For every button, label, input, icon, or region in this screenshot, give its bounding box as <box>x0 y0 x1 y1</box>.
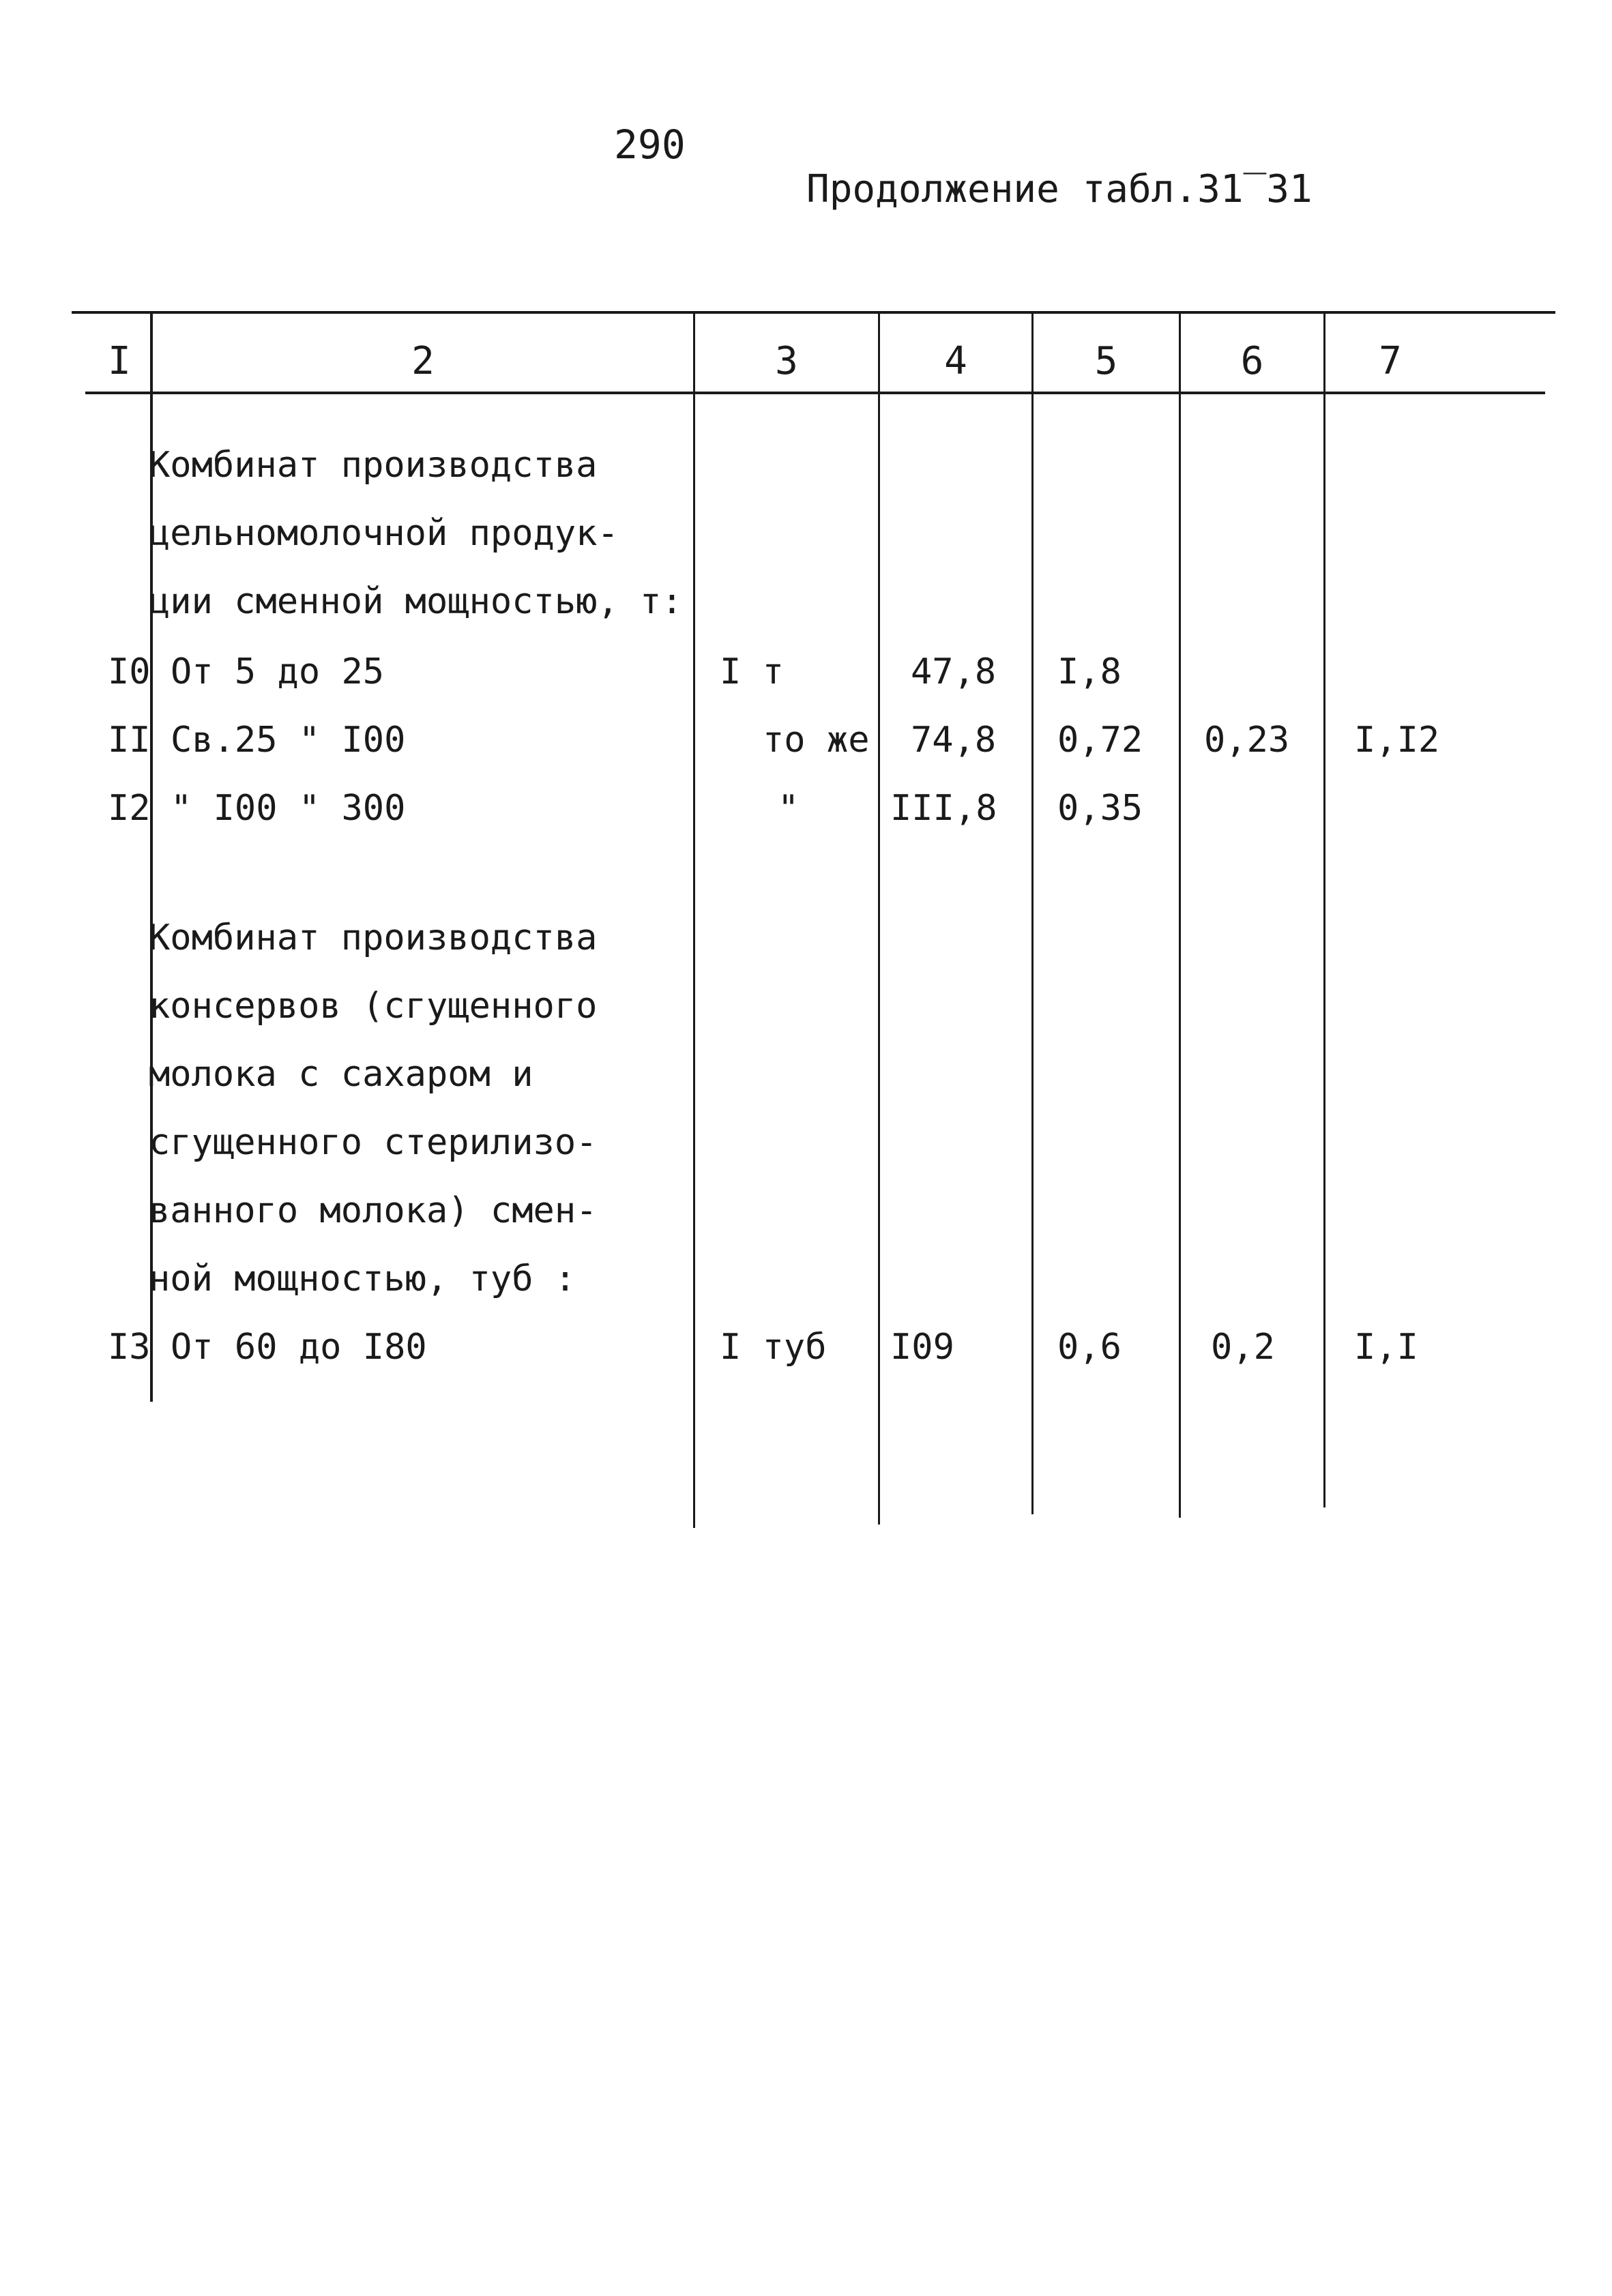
row-unit: I т <box>720 651 784 692</box>
row-col6: 0,23 <box>1204 720 1290 761</box>
row-name: От 5 до 25 <box>171 651 385 692</box>
table-caption: Продолжение табл.31‾31 <box>806 167 1313 211</box>
row-name: " I00 " 300 <box>171 788 406 829</box>
group2-title-line: сгущенного стерилизо- <box>149 1122 598 1163</box>
table-header-rule <box>85 392 1545 394</box>
column-divider-2 <box>693 314 695 1528</box>
row-col5: 0,6 <box>1057 1327 1122 1368</box>
row-col5: I,8 <box>1057 651 1122 692</box>
row-unit: то же <box>763 720 870 761</box>
row-col4: 74,8 <box>911 720 997 761</box>
column-divider-3 <box>878 314 880 1525</box>
group1-title-line: ции сменной мощностью, т: <box>149 581 683 622</box>
group2-title-line: ной мощностью, туб : <box>149 1259 576 1299</box>
column-divider-4 <box>1031 314 1034 1514</box>
row-name: От 60 до I80 <box>171 1327 427 1368</box>
row-col5: 0,72 <box>1057 720 1143 761</box>
column-header-6: 6 <box>1240 339 1264 383</box>
row-col7: I,I <box>1354 1327 1418 1368</box>
column-header-5: 5 <box>1094 339 1118 383</box>
row-number: I0 <box>108 651 151 692</box>
group2-title-line: Комбинат производства <box>149 917 598 958</box>
row-col7: I,I2 <box>1354 720 1440 761</box>
column-header-1: I <box>108 339 131 383</box>
table-top-rule <box>72 311 1555 314</box>
group2-title-line: молока с сахаром и <box>149 1054 533 1095</box>
page-number: 290 <box>614 121 686 168</box>
row-number: II <box>108 720 151 761</box>
column-divider-5 <box>1179 314 1181 1518</box>
row-col4: I09 <box>890 1327 954 1368</box>
column-divider-6 <box>1323 314 1325 1507</box>
column-header-7: 7 <box>1379 339 1402 383</box>
row-col4: 47,8 <box>911 651 997 692</box>
row-unit: " <box>778 788 800 829</box>
column-header-3: 3 <box>775 339 798 383</box>
row-col6: 0,2 <box>1211 1327 1275 1368</box>
row-number: I3 <box>108 1327 151 1368</box>
row-col5: 0,35 <box>1057 788 1143 829</box>
group2-title-line: ванного молока) смен- <box>149 1190 598 1231</box>
group1-title-line: Комбинат производства <box>149 445 598 486</box>
row-unit: I туб <box>720 1327 827 1368</box>
column-header-2: 2 <box>411 339 435 383</box>
group1-title-line: цельномолочной продук- <box>149 513 619 554</box>
column-header-4: 4 <box>944 339 967 383</box>
row-col4: III,8 <box>890 788 997 829</box>
row-number: I2 <box>108 788 151 829</box>
row-name: Св.25 " I00 <box>171 720 406 761</box>
group2-title-line: консервов (сгущенного <box>149 986 598 1027</box>
